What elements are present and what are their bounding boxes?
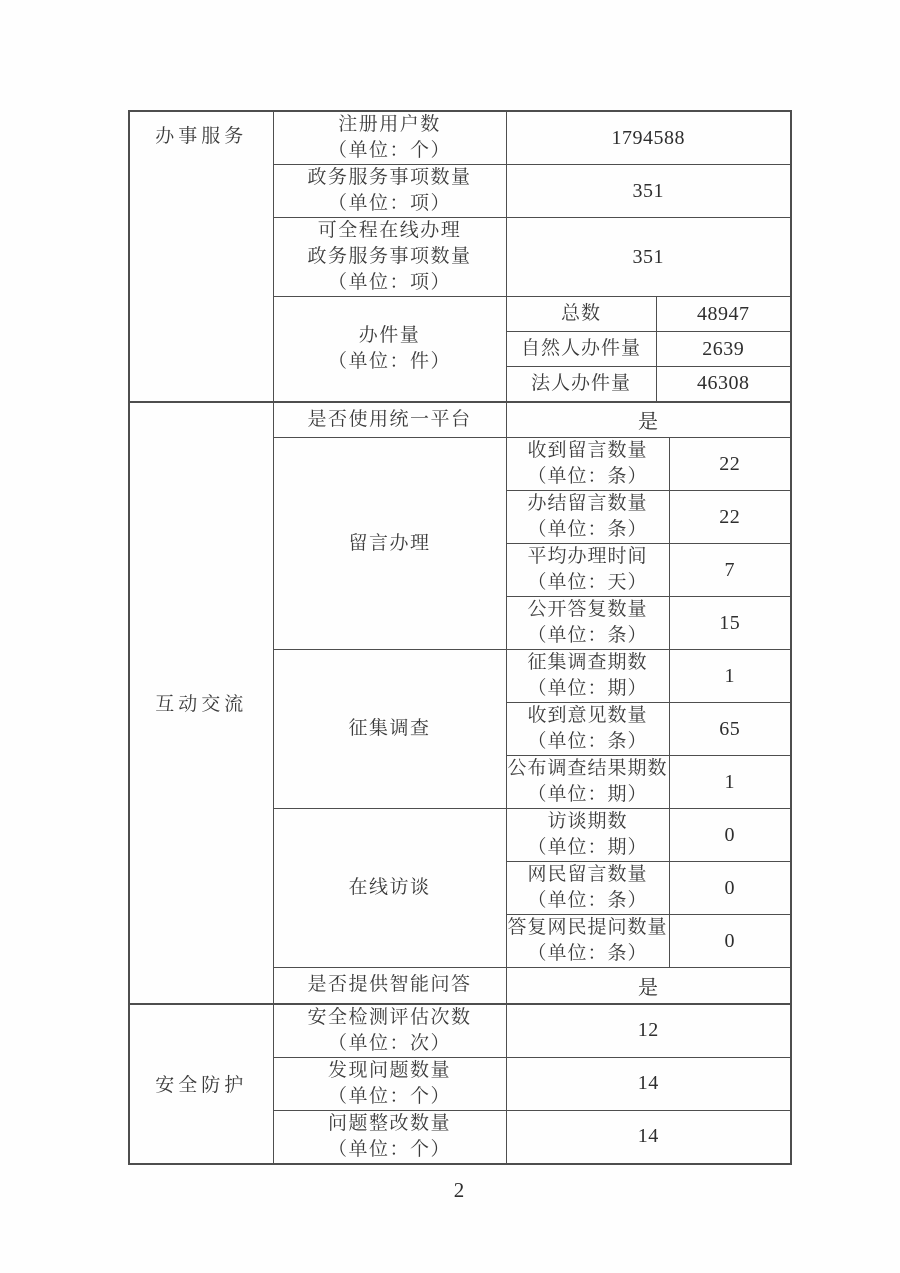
row-label-line: 留言办理 <box>348 532 431 554</box>
sub-label-line: 公布调查结果期数 <box>507 758 668 779</box>
sub-label <box>506 915 669 968</box>
row-label-line: 可全程在线办理 <box>317 220 462 241</box>
sub-label-unit: （单位：条） <box>527 731 648 752</box>
sub-label-line: 办结留言数量 <box>527 493 648 514</box>
value-cell: 0 <box>669 915 791 968</box>
value-cell: 7 <box>669 544 791 597</box>
row-label-line: 发现问题数量 <box>327 1059 451 1081</box>
row-label-unit: （单位：个） <box>327 140 451 161</box>
sub-label-unit: （单位：条） <box>527 466 648 487</box>
sub-label-line: 网民留言数量 <box>527 864 648 885</box>
sub-label-line: 总数 <box>560 303 601 324</box>
sub-label-unit: （单位：期） <box>527 837 648 858</box>
report-table <box>128 110 792 1165</box>
sub-label-line: 征集调查期数 <box>527 652 648 673</box>
value-cell: 2639 <box>656 332 791 367</box>
sub-label-unit: （单位：条） <box>527 625 648 646</box>
value-cell: 351 <box>506 165 791 218</box>
value-cell: 351 <box>506 218 791 297</box>
row-label-line: 征集调查 <box>348 718 431 739</box>
row-label <box>273 297 506 402</box>
sub-label-line: 收到留言数量 <box>527 440 648 461</box>
sub-label-line: 平均办理时间 <box>527 546 648 567</box>
sub-label-unit: （单位：条） <box>527 519 648 540</box>
row-label-line: 注册用户数 <box>338 114 441 135</box>
value-cell: 0 <box>669 809 791 862</box>
row-label <box>273 968 506 1004</box>
row-label <box>273 1004 506 1058</box>
row-label <box>273 111 506 165</box>
row-label <box>273 1110 506 1164</box>
sub-label-line: 答复网民提问数量 <box>507 917 668 938</box>
row-label-unit: （单位：个） <box>327 1138 451 1160</box>
group-cell-interaction: 互动交流 <box>129 402 273 1004</box>
sub-label-line: 自然人办件量 <box>520 338 641 359</box>
sub-label-unit: （单位：天） <box>527 572 648 593</box>
value-cell: 1 <box>669 756 791 809</box>
sub-label <box>506 703 669 756</box>
row-label-unit: （单位：项） <box>327 272 451 293</box>
sub-label <box>506 438 669 491</box>
row-label <box>273 438 506 650</box>
value-cell: 48947 <box>656 297 791 332</box>
value-cell: 14 <box>506 1110 791 1164</box>
value-cell: 1 <box>669 650 791 703</box>
sub-label <box>506 809 669 862</box>
row-label-line: 问题整改数量 <box>327 1112 451 1134</box>
row-label-line: 在线访谈 <box>348 877 431 898</box>
sub-label-unit: （单位：期） <box>527 678 648 699</box>
row-label <box>273 218 506 297</box>
row-label-line: 安全检测评估次数 <box>307 1006 472 1028</box>
sub-label-unit: （单位：条） <box>527 890 648 911</box>
row-label-line: 是否使用统一平台 <box>307 408 472 430</box>
value-cell: 0 <box>669 862 791 915</box>
value-cell: 15 <box>669 597 791 650</box>
sub-label-line: 公开答复数量 <box>527 599 648 620</box>
row-label-unit: （单位：项） <box>327 193 451 214</box>
value-cell: 是 <box>506 402 791 438</box>
value-cell: 22 <box>669 438 791 491</box>
sub-label <box>506 862 669 915</box>
row-label <box>273 1057 506 1110</box>
sub-label <box>506 544 669 597</box>
row-label <box>273 809 506 968</box>
row-label-line: 政务服务事项数量 <box>307 167 472 188</box>
sub-label-line: 法人办件量 <box>530 372 631 394</box>
row-label <box>273 650 506 809</box>
row-label-unit: （单位：次） <box>327 1032 451 1054</box>
sub-label <box>506 332 656 367</box>
sub-label <box>506 491 669 544</box>
sub-label <box>506 297 656 332</box>
sub-label <box>506 597 669 650</box>
sub-label-line: 收到意见数量 <box>527 705 648 726</box>
row-label-unit: （单位：件） <box>327 350 451 372</box>
value-cell: 22 <box>669 491 791 544</box>
group-cell-service: 办事服务 <box>129 111 273 402</box>
row-label <box>273 402 506 438</box>
row-label-unit: （单位：个） <box>327 1085 451 1107</box>
sub-label <box>506 367 656 402</box>
sub-label-line: 访谈期数 <box>547 811 628 832</box>
value-cell: 12 <box>506 1004 791 1058</box>
sub-label-unit: （单位：条） <box>527 943 648 964</box>
row-label-line: 是否提供智能问答 <box>307 974 472 996</box>
value-cell: 是 <box>506 968 791 1004</box>
group-cell-security: 安全防护 <box>129 1004 273 1165</box>
value-cell: 65 <box>669 703 791 756</box>
row-label-line: 政务服务事项数量 <box>307 246 472 267</box>
value-cell: 14 <box>506 1057 791 1110</box>
value-cell: 46308 <box>656 367 791 402</box>
page-number: 2 <box>453 1178 465 1202</box>
value-cell: 1794588 <box>506 111 791 165</box>
row-label <box>273 165 506 218</box>
row-label-line: 办件量 <box>358 324 421 346</box>
sub-label <box>506 756 669 809</box>
sub-label <box>506 650 669 703</box>
sub-label-unit: （单位：期） <box>527 784 648 805</box>
